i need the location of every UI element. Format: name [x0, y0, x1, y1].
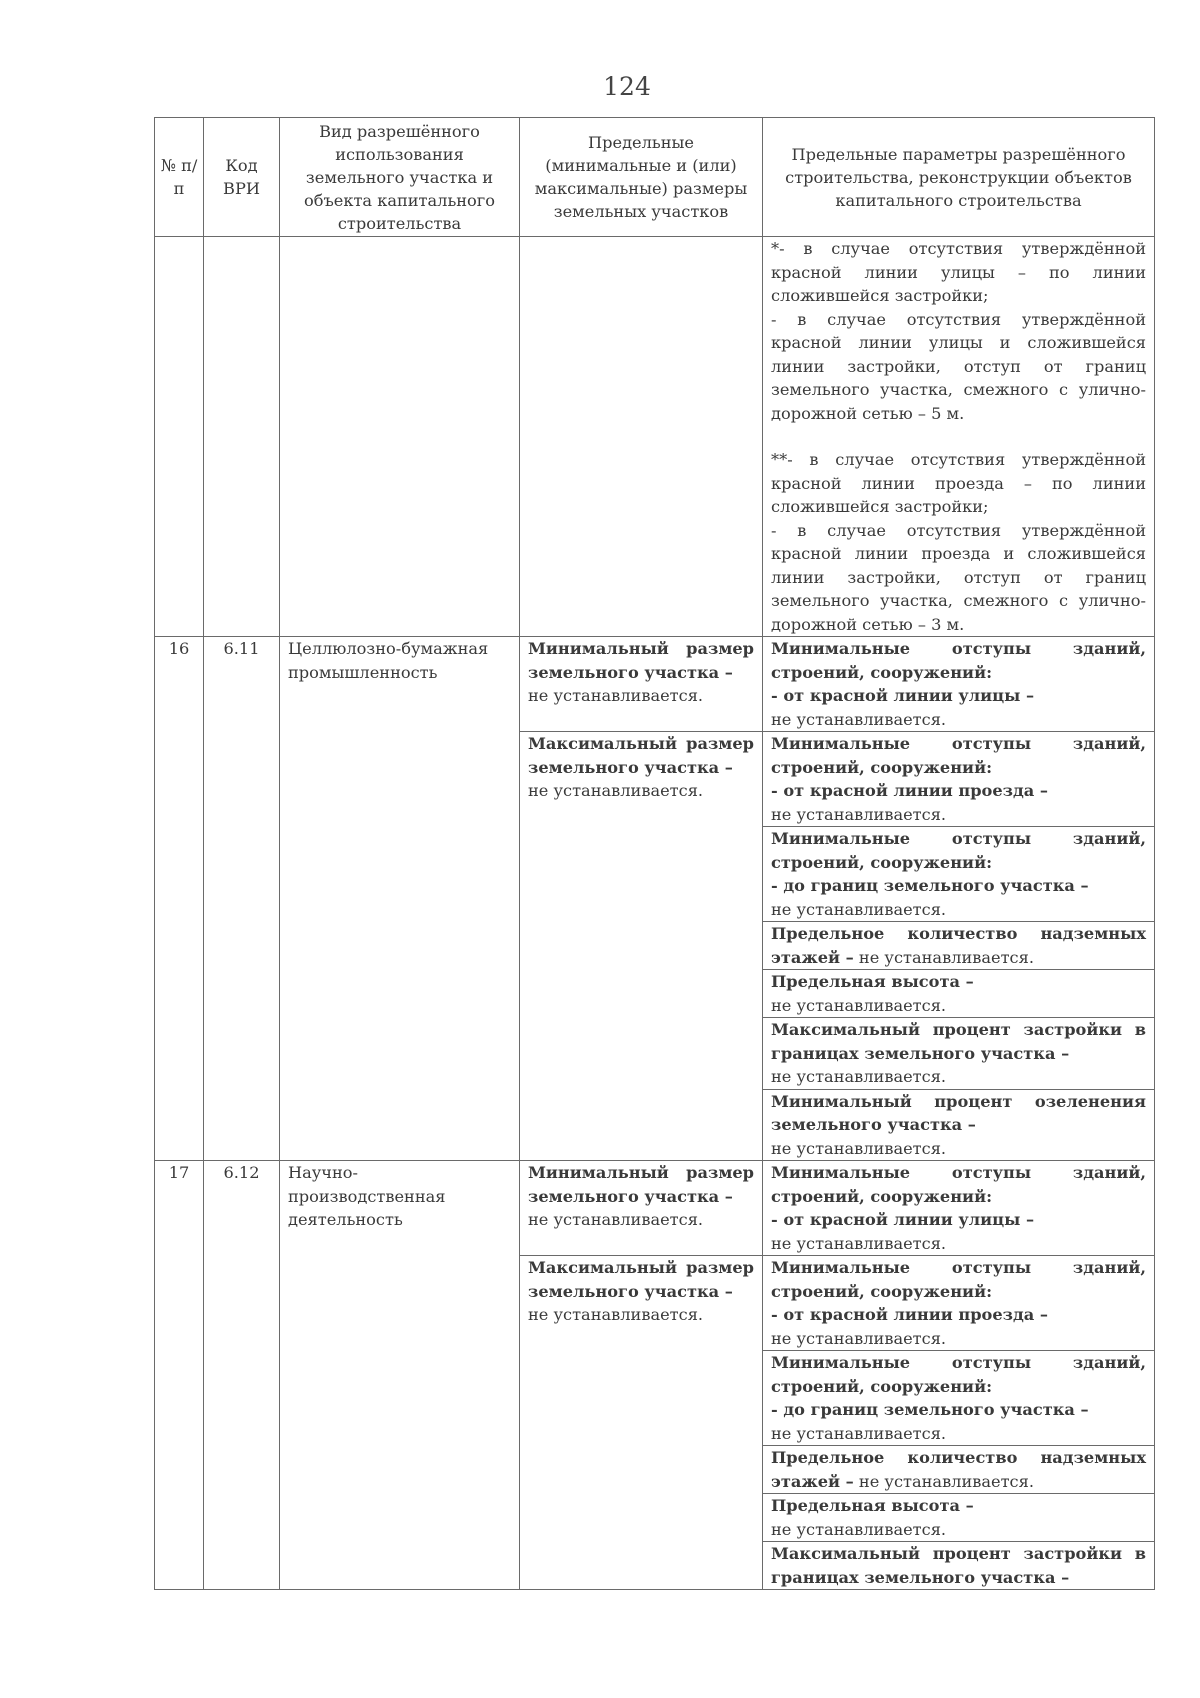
max-size-value: не устанавливается. [528, 781, 704, 800]
row-code: 6.12 [204, 1161, 280, 1590]
row-name: Научно-производственная деятельность [280, 1161, 520, 1590]
table-row [155, 1161, 1155, 1256]
max-size-label: Максимальный размер земельного участка – [528, 734, 754, 777]
footnote-1-p2: - в случае отсутствия утверждённой красной линии улицы и сложившейся линии застройки, отступ от границ земельного участка, смежного с улично-дорожной сетью – 5 м. [771, 309, 1146, 423]
footnote-2-p1: **- в случае отсутствия утверждённой красной линии проезда – по линии сложившейся застройки; [771, 450, 1146, 516]
param-cell: Предельная высота – не устанавливается. [763, 1494, 1155, 1542]
header-params: Предельные параметры разрешённого строительства, реконструкции объектов капитального строительства [763, 118, 1155, 237]
param-cell: Минимальный процент озеленения земельного участка – не устанавливается. [763, 1089, 1155, 1161]
param-cell: Минимальные отступы зданий, строений, сооружений: - до границ земельного участка – не устанавливается. [763, 827, 1155, 922]
param-cell: Максимальный процент застройки в границах земельного участка – [763, 1542, 1155, 1590]
param-cell: Предельное количество надземных этажей – не устанавливается. [763, 1446, 1155, 1494]
row-code: 6.11 [204, 637, 280, 1161]
min-size-cell [520, 637, 763, 732]
param-cell: Минимальные отступы зданий, строений, сооружений: - от красной линии проезда – не устанавливается. [763, 1256, 1155, 1351]
param-cell: Минимальные отступы зданий, строений, сооружений: - до границ земельного участка – не устанавливается. [763, 1351, 1155, 1446]
footnote-2-p2: - в случае отсутствия утверждённой красной линии проезда и сложившейся линии застройки, отступ от границ земельного участка, смежного с улично-дорожной сетью – 3 м. [771, 520, 1146, 634]
min-size-label: Минимальный размер земельного участка – [528, 639, 754, 682]
param-cell: Минимальные отступы зданий, строений, сооружений: - от красной линии проезда – не устанавливается. [763, 732, 1155, 827]
header-size: Предельные (минимальные и (или) максимальные) размеры земельных участков [520, 118, 763, 237]
row-num: 16 [155, 637, 204, 1161]
table-header-row [155, 118, 1155, 237]
table-row [155, 637, 1155, 732]
min-size-value: не устанавливается. [528, 1210, 704, 1229]
param-cell: Минимальные отступы зданий, строений, сооружений: - от красной линии улицы – не устанавливается. [763, 637, 1155, 732]
header-num: № п/п [155, 118, 204, 237]
param-cell: Минимальные отступы зданий, строений, сооружений: - от красной линии улицы – не устанавливается. [763, 1161, 1155, 1256]
param-cell: Предельная высота – не устанавливается. [763, 970, 1155, 1018]
row-name: Целлюлозно-бумажная промышленность [280, 637, 520, 1161]
max-size-cell [520, 1256, 763, 1590]
param-cell: Максимальный процент застройки в границах земельного участка – не устанавливается. [763, 1018, 1155, 1090]
header-code: Код ВРИ [204, 118, 280, 237]
max-size-value: не устанавливается. [528, 1305, 704, 1324]
footnote-1-p1: *- в случае отсутствия утверждённой красной линии улицы – по линии сложившейся застройки; [771, 239, 1146, 305]
max-size-label: Максимальный размер земельного участка – [528, 1258, 754, 1301]
page-number: 124 [603, 72, 651, 101]
min-size-cell [520, 1161, 763, 1256]
param-cell: Предельное количество надземных этажей – не устанавливается. [763, 922, 1155, 970]
row-num: 17 [155, 1161, 204, 1590]
land-use-table [154, 117, 1155, 1590]
min-size-label: Минимальный размер земельного участка – [528, 1163, 754, 1206]
min-size-value: не устанавливается. [528, 686, 704, 705]
header-name: Вид разрешённого использования земельного участка и объекта капитального строительства [280, 118, 520, 237]
table-row-continuation [155, 237, 1155, 637]
footnotes-cell [763, 237, 1155, 637]
max-size-cell [520, 732, 763, 1161]
